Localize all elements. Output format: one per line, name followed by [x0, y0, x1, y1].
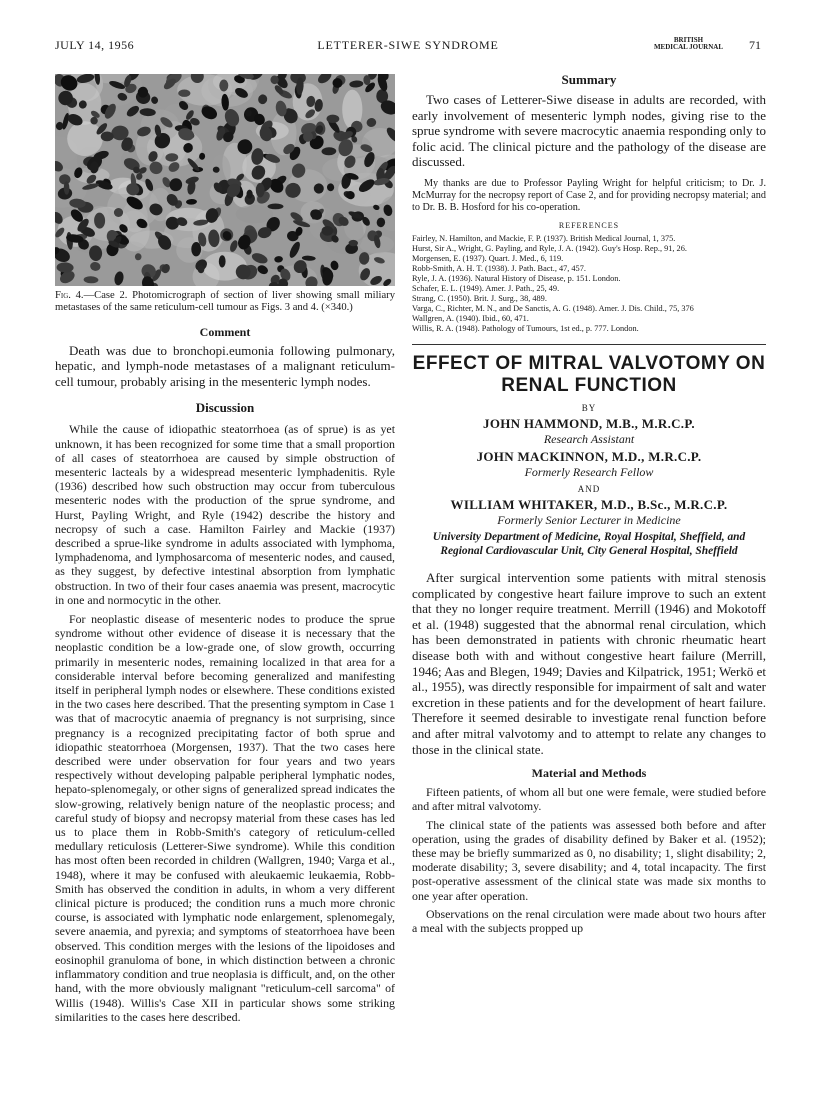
reference-item: Wallgren, A. (1940). Ibid., 60, 471.	[412, 313, 529, 323]
journal-name-line1: BRITISH	[673, 36, 704, 44]
discussion-paragraph-1: While the cause of idiopathic steatorrhoea (as of sprue) is as yet unknown, it has been recognized for some time that a small proportion of all cases of steatorrhoea are caused by simple obstruction of mesenteric lacteals by a widespread mesenteric lymphadenitis. Ryle (1936) described how such obstruction may occur from tuberculous mesenteric nodes with the production of the sprue syndrome, and Hurst, Payling Wright, and Ryle (1942) describe the history and necropsy of such a case. Hamilton Fairley and Mackie (1937) described a sprue-like syndrome in adults associated with lymphoma, lymphadenoma, and lymphosarcoma of mesenteric nodes, and caused, as they suggest, by defective intestinal absorption from lymphatic obstruction. In two of their four cases anaemia was present, macrocytic in one and normocytic in the other.	[55, 422, 395, 607]
comment-heading: Comment	[199, 324, 251, 339]
article-divider	[412, 344, 766, 345]
figure-caption-text: —Case 2. Photomicrograph of section of liver showing small miliary metastases of the same reticulum-cell tumour as Figs. 3 and 4. (×340.)	[55, 290, 395, 313]
references-list	[412, 234, 766, 334]
reference-item: Hurst, Sir A., Wright, G. Payling, and Ryle, J. A. (1942). Guy's Hosp. Rep., 91, 26.	[412, 243, 687, 253]
comment-paragraph: Death was due to bronchopi.eumonia following pulmonary, hepatic, and lymph-node metastases of a malignant reticulum-cell tumour, probably arising in the mesenteric lymph nodes.	[55, 342, 395, 389]
author-role: Formerly Research Fellow	[524, 464, 654, 479]
author-role: Formerly Senior Lecturer in Medicine	[497, 512, 681, 527]
reference-item: Schafer, E. L. (1949). Amer. J. Path., 25, 49.	[412, 283, 560, 293]
issue-date: JULY 14, 1956	[55, 38, 135, 52]
figure-caption	[55, 290, 395, 314]
discussion-heading: Discussion	[195, 400, 255, 416]
figure-caption-label: Fig. 4.	[55, 290, 84, 301]
methods-paragraph-1: Fifteen patients, of whom all but one were female, were studied before and after mitral valvotomy.	[412, 785, 766, 814]
page-number: 71	[749, 38, 761, 52]
reference-item: Varga, C., Richter, M. N., and De Sanctis, A. G. (1948). Amer. J. Dis. Child., 75, 376	[412, 303, 694, 313]
reference-item: Fairley, N. Hamilton, and Mackie, F. P. (1937). British Medical Journal, 1, 375.	[412, 233, 676, 243]
byline-by: BY	[581, 402, 597, 413]
author-name: JOHN MACKINNON, M.D., M.R.C.P.	[476, 448, 702, 464]
author-affiliation: University Department of Medicine, Royal Hospital, Sheffield, and Regional Cardiovascular Unit, City General Hospital, Sheffield	[432, 530, 746, 557]
author-name: WILLIAM WHITAKER, M.D., B.Sc., M.R.C.P.	[450, 496, 728, 512]
methods-paragraph-3: Observations on the renal circulation were made about two hours after a meal with the subjects propped up	[412, 906, 766, 935]
journal-name	[654, 37, 723, 51]
reference-item: Robb-Smith, A. H. T. (1938). J. Path. Bact., 47, 457.	[412, 263, 586, 273]
author-role: Research Assistant	[543, 431, 635, 446]
introduction-paragraph: After surgical intervention some patients with mitral stenosis complicated by congestive heart failure improve to such an extent that they no longer require treatment. Merrill (1946) and Mokotoff et al. (1948) suggested that the abnormal renal circulation, which has been demonstrated in patients with chronic rheumatic heart disease both with and without congestive heart failure (Merrill, 1946; Aas and Blegen, 1949; Davies and Kilpatrick, 1951; Werkö et al., 1955), was directly responsible for impairment of salt and water excretion in these patients and for the development of heart failure. Therefore it seemed desirable to investigate renal function before and after mitral valvotomy and to attempt to relate any changes to those in the clinical state.	[412, 569, 766, 757]
reference-item: Ryle, J. A. (1936). Natural History of Disease, p. 151. London.	[412, 273, 621, 283]
summary-paragraph: Two cases of Letterer-Siwe disease in adults are recorded, with early involvement of mesenteric lymph nodes, giving rise to the sprue syndrome with severe macrocytic anaemia responding only to folic acid. The clinical picture and the pathology of the disease are discussed.	[412, 92, 766, 170]
summary-heading: Summary	[561, 72, 617, 87]
byline-and: AND	[577, 483, 601, 494]
right-column	[412, 74, 766, 935]
reference-item: Morgensen, E. (1937). Quart. J. Med., 6, 119.	[412, 253, 564, 263]
running-title: LETTERER-SIWE SYNDROME	[317, 38, 499, 52]
methods-heading: Material and Methods	[531, 766, 647, 781]
methods-paragraph-2: The clinical state of the patients was assessed both before and after operation, using the grades of disability defined by Baker et al. (1952); these may be briefly summarized as 0, no disability; 1, slight disability; 2, moderate disability; 3, severe disability; and 4, total incapacity. The first post-operative assessment of the clinical state was made six months to one year after operation.	[412, 817, 766, 903]
photomicrograph-figure	[55, 74, 395, 286]
left-column	[55, 74, 395, 1024]
reference-item: Strang, C. (1950). Brit. J. Surg., 38, 489.	[412, 293, 547, 303]
journal-name-line2: MEDICAL JOURNAL	[653, 43, 723, 51]
article-title-line-2: RENAL FUNCTION	[501, 374, 677, 396]
acknowledgements-paragraph: My thanks are due to Professor Payling Wright for helpful criticism; to Dr. J. McMurray for the necropsy report of Case 2, and for providing necropsy material; and to Dr. B. B. Hosford for his co-operation.	[412, 177, 766, 213]
discussion-paragraph-2: For neoplastic disease of mesenteric nodes to produce the sprue syndrome without other evidence of disease it is necessary that the neoplastic condition be a low-grade one, of slow growth, occurring primarily in mesenteric nodes, remaining localized in that area for a considerable interval before becoming generalized and manifesting itself in peripheral lymph nodes or elsewhere. These conditions existed in the two cases here described. That the presenting symptom in Case 1 was that of macrocytic anaemia of pregnancy is not surprising, since pregnancy is a recognized precipitating factor of both sprue and idiopathic steatorrhoea (Morgensen, 1937). That the two cases here described were under observation for four years and two years respectively without developing palpable peripheral lymphatic nodes, hepato-splenomegaly, or other signs of generalized spread indicates the slow-growing, relatively benign nature of the neoplastic process; and careful study of biopsy and necropsy material from these cases has led us to place them in Robb-Smith's category of reticulum-celled medullary reticulosis (Letterer-Siwe syndrome). While this condition has most often been recorded in children (Wallgren, 1940; Varga et al., 1948), where it may be confused with aleukaemic leukaemia, Robb-Smith has observed the condition in adults, in whom a very different clinical picture is produced; the condition runs a much more chronic course, is associated with lymphatic node enlargement, splenomegaly, severe anaemia, and pyrexia; and symptoms of steatorrhoea have been observed. This condition merges with the lesions of the lipoidoses and eosinophil granuloma of bone, in which distinction between a chronic inflammatory condition and true neoplasia is difficult, and, on the other hand, with the more obviously malignant "reticulum-cell sarcoma" of Willis (1948). Willis's Case XII in particular shows some striking similarities to the cases here described.	[55, 612, 395, 1024]
running-header	[55, 38, 761, 58]
references-heading: REFERENCES	[558, 220, 620, 230]
photomicrograph-image	[55, 74, 395, 286]
author-name: JOHN HAMMOND, M.B., M.R.C.P.	[483, 415, 695, 431]
reference-item: Willis, R. A. (1948). Pathology of Tumours, 1st ed., p. 777. London.	[412, 323, 639, 333]
article-title-line-1: EFFECT OF MITRAL VALVOTOMY ON	[412, 352, 766, 374]
